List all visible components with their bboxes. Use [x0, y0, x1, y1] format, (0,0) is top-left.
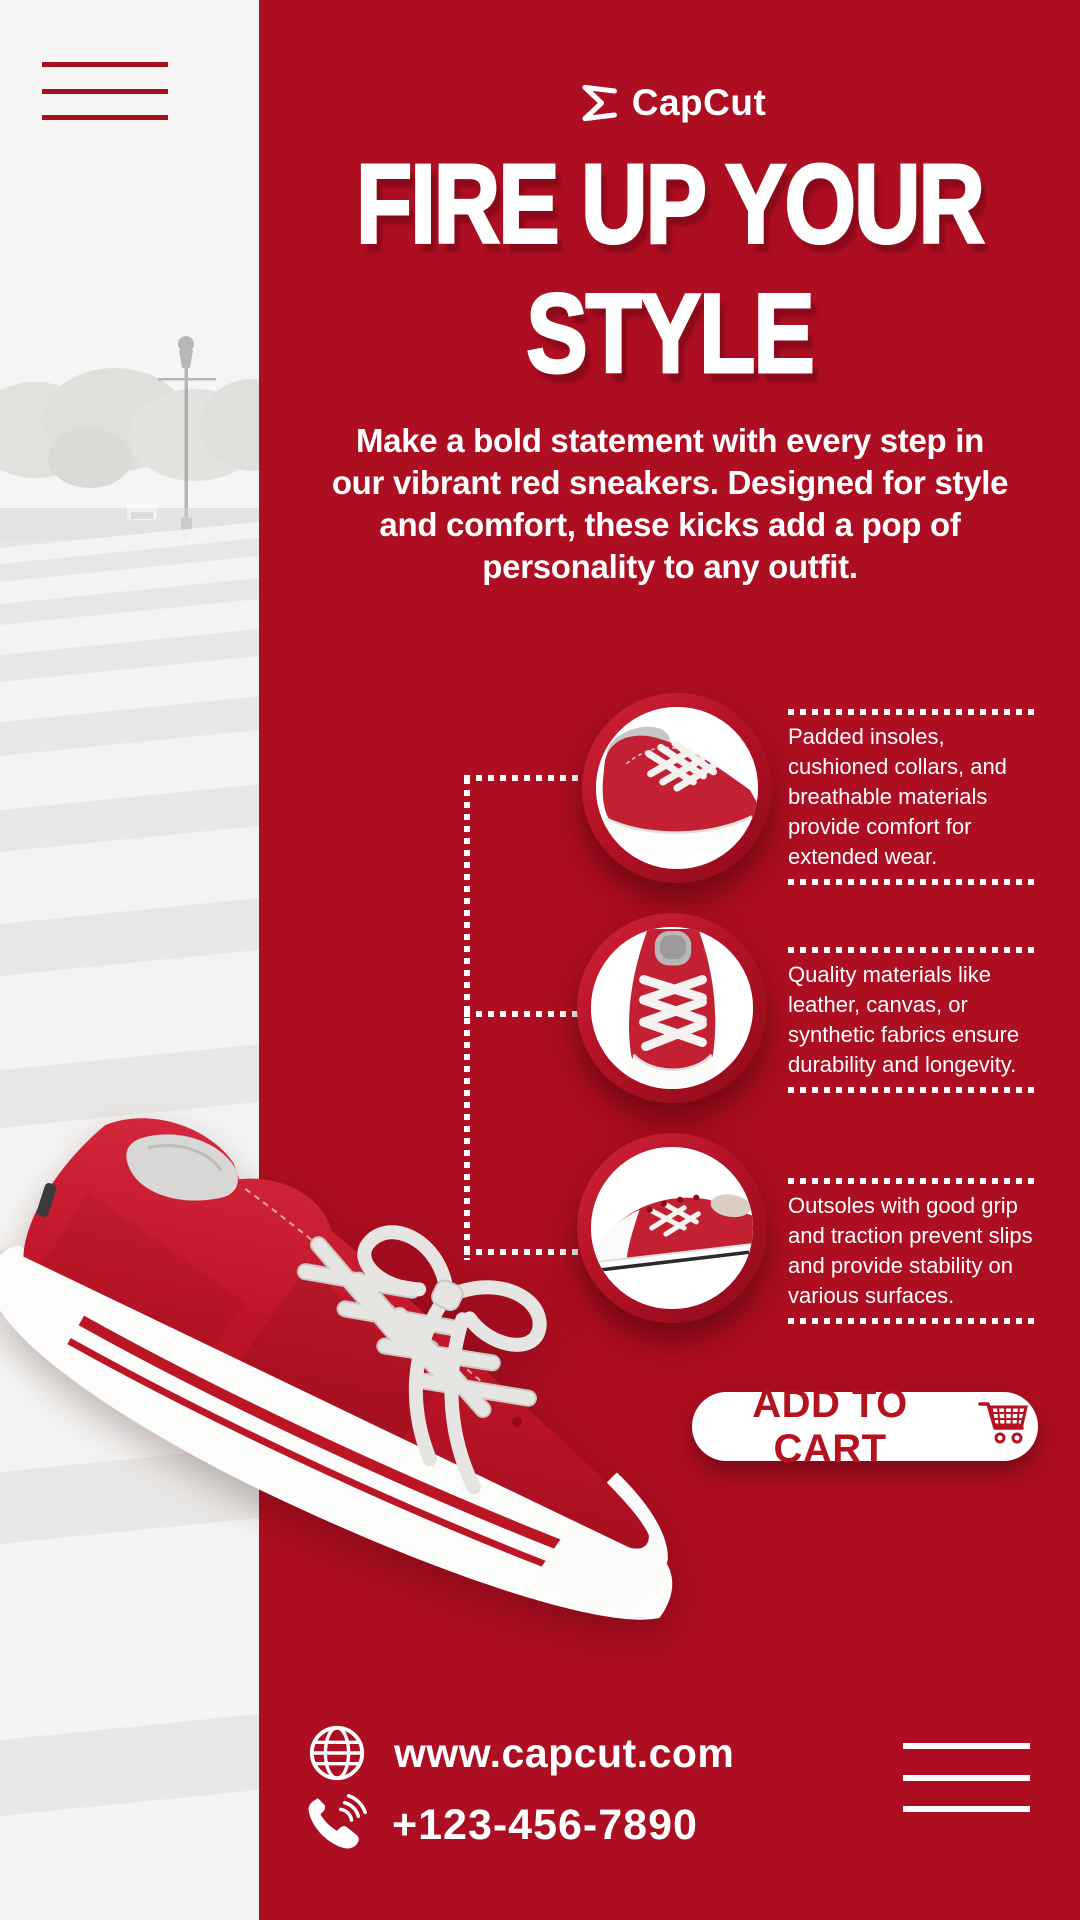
brand-name: CapCut — [631, 82, 767, 123]
phone-number[interactable]: +123-456-7890 — [392, 1800, 698, 1849]
hero-description: Make a bold statement with every step in our vibrant red sneakers. Designed for style and comfort, these kicks add a pop of personality to any outfit. — [331, 422, 1009, 585]
footer-website-row — [306, 1722, 734, 1784]
menu-bar — [903, 1743, 1030, 1749]
capcut-logo-icon — [573, 83, 619, 123]
feature-text-durability: Quality materials like leather, canvas, or synthetic fabrics ensure durability and longevity. — [788, 947, 1038, 1093]
dotted-connector-2 — [464, 1011, 586, 1017]
feature-image-comfort — [582, 693, 772, 883]
website-link[interactable]: www.capcut.com — [394, 1729, 735, 1776]
hero-sneaker-photo — [0, 1040, 760, 1660]
menu-bar — [903, 1775, 1030, 1781]
phone-icon — [300, 1790, 370, 1860]
cart-icon — [976, 1394, 1032, 1450]
feature-text-grip: Outsoles with good grip and traction prevent slips and provide stability on various surfaces. — [788, 1178, 1038, 1324]
page-title — [259, 140, 1080, 399]
hamburger-menu-bottom[interactable] — [903, 1743, 1030, 1812]
footer-phone-row — [300, 1790, 698, 1860]
globe-icon — [306, 1722, 368, 1784]
red-sneaker-side-top-photo — [596, 707, 758, 869]
capcut-logo — [259, 82, 1080, 124]
feature-text-comfort: Padded insoles, cushioned collars, and breathable materials provide comfort for extended wear. — [788, 709, 1038, 885]
hamburger-menu-top[interactable] — [42, 62, 168, 120]
menu-bar — [903, 1806, 1030, 1812]
menu-bar — [42, 62, 168, 67]
menu-bar — [42, 115, 168, 120]
distant-car — [127, 503, 157, 520]
dotted-connector-1 — [464, 775, 588, 781]
title-line-1: FIRE UP YOUR — [356, 142, 983, 267]
title-line-2: STYLE — [526, 271, 813, 397]
menu-bar — [42, 89, 168, 94]
add-to-cart-label: ADD TO CART — [752, 1381, 908, 1471]
add-to-cart-button[interactable] — [692, 1381, 1038, 1471]
